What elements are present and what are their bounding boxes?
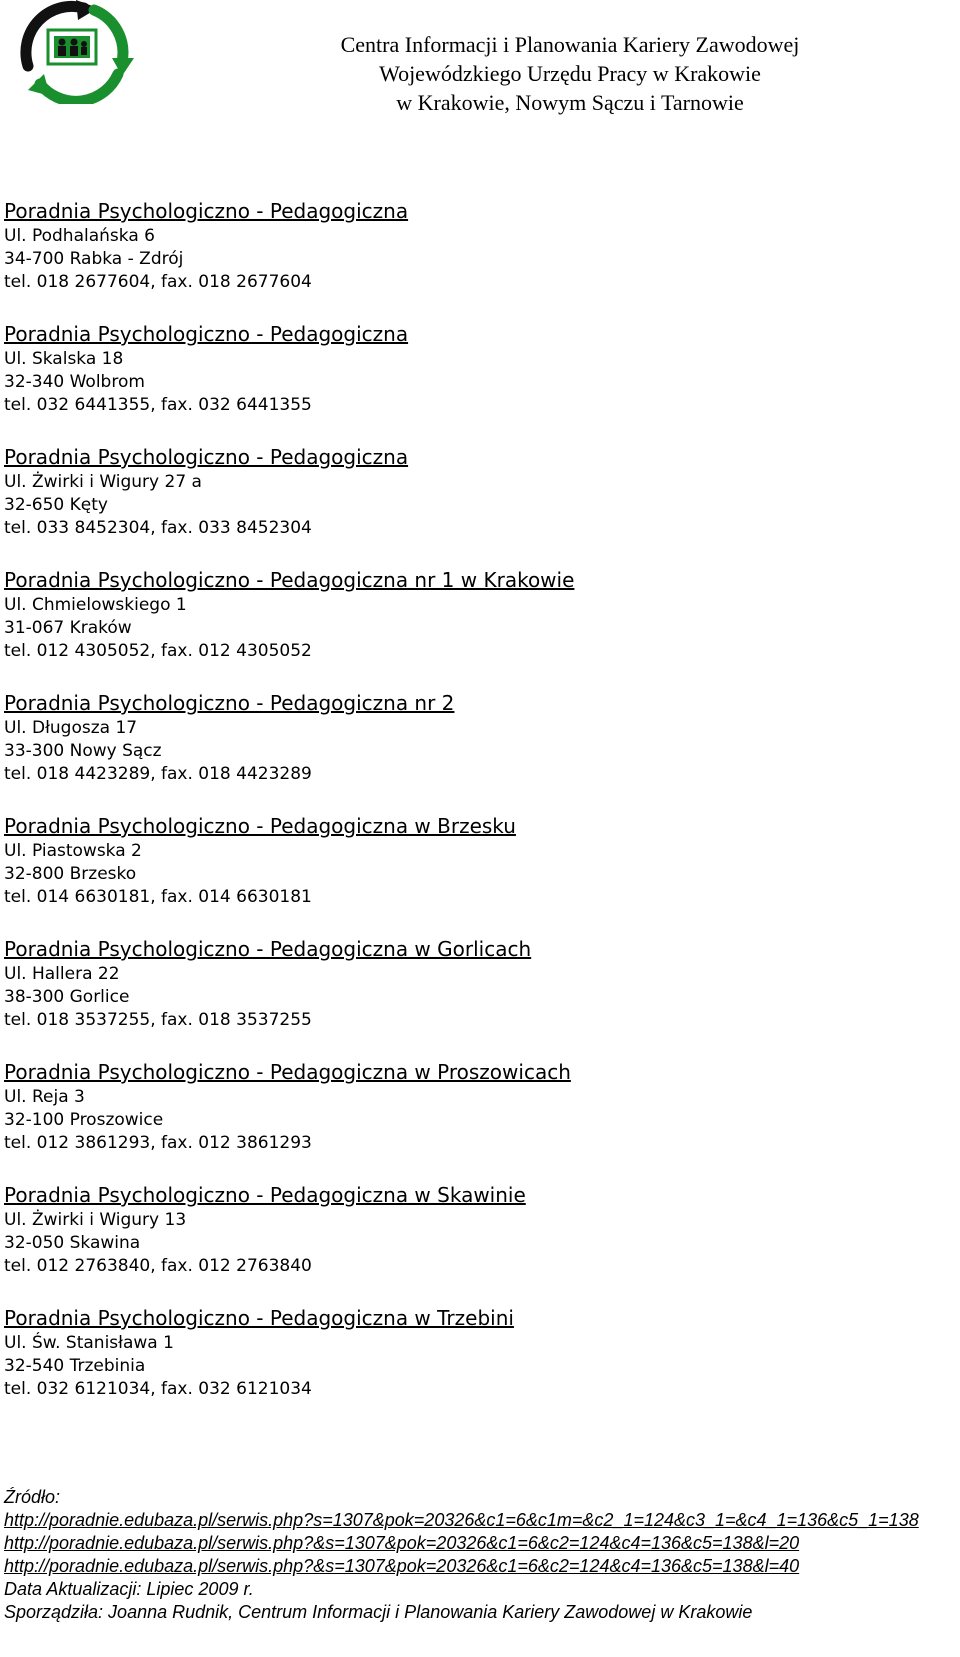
- center-phone: tel. 018 3537255, fax. 018 3537255: [4, 1010, 312, 1030]
- page-footer: [4, 1486, 956, 1624]
- prepared-by: Sporządziła: Joanna Rudnik, Centrum Informacji i Planowania Kariery Zawodowej w Krakowie: [4, 1602, 753, 1622]
- center-phone: tel. 032 6441355, fax. 032 6441355: [4, 395, 312, 415]
- center-phone: tel. 014 6630181, fax. 014 6630181: [4, 887, 312, 907]
- center-name[interactable]: Poradnia Psychologiczno - Pedagogiczna: [4, 322, 409, 346]
- update-date: Data Aktualizacji: Lipiec 2009 r.: [4, 1579, 254, 1599]
- list-item: [4, 936, 944, 1059]
- list-item: [4, 1305, 944, 1428]
- logo-icon: [14, 0, 136, 104]
- center-city: 32-650 Kęty: [4, 495, 108, 515]
- center-phone: tel. 018 2677604, fax. 018 2677604: [4, 272, 312, 292]
- center-street: Ul. Żwirki i Wigury 13: [4, 1210, 187, 1230]
- list-item: [4, 567, 944, 690]
- list-item: [4, 321, 944, 444]
- list-item: [4, 690, 944, 813]
- center-street: Ul. Reja 3: [4, 1087, 85, 1107]
- center-name[interactable]: Poradnia Psychologiczno - Pedagogiczna w Proszowicach: [4, 1060, 571, 1084]
- center-city: 34-700 Rabka - Zdrój: [4, 249, 184, 269]
- center-phone: tel. 018 4423289, fax. 018 4423289: [4, 764, 312, 784]
- list-item: [4, 198, 944, 321]
- center-city: 38-300 Gorlice: [4, 987, 130, 1007]
- center-phone: tel. 032 6121034, fax. 032 6121034: [4, 1379, 312, 1399]
- center-phone: tel. 012 3861293, fax. 012 3861293: [4, 1133, 312, 1153]
- page-header: [0, 0, 960, 130]
- center-phone: tel. 033 8452304, fax. 033 8452304: [4, 518, 312, 538]
- center-city: 32-540 Trzebinia: [4, 1356, 146, 1376]
- center-name[interactable]: Poradnia Psychologiczno - Pedagogiczna: [4, 199, 409, 223]
- list-item: [4, 1182, 944, 1305]
- center-street: Ul. Skalska 18: [4, 349, 124, 369]
- center-street: Ul. Hallera 22: [4, 964, 120, 984]
- list-item: [4, 813, 944, 936]
- list-item: [4, 1059, 944, 1182]
- center-phone: tel. 012 2763840, fax. 012 2763840: [4, 1256, 312, 1276]
- center-city: 32-050 Skawina: [4, 1233, 141, 1253]
- center-name[interactable]: Poradnia Psychologiczno - Pedagogiczna w Trzebini: [4, 1306, 514, 1330]
- center-street: Ul. Chmielowskiego 1: [4, 595, 187, 615]
- center-name[interactable]: Poradnia Psychologiczno - Pedagogiczna nr 1 w Krakowie: [4, 568, 575, 592]
- header-line: Centra Informacji i Planowania Kariery Zawodowej: [340, 32, 800, 57]
- center-street: Ul. Długosza 17: [4, 718, 138, 738]
- source-label: Źródło:: [4, 1487, 61, 1507]
- center-street: Ul. Św. Stanisława 1: [4, 1333, 174, 1353]
- list-item: [4, 444, 944, 567]
- source-link[interactable]: http://poradnie.edubaza.pl/serwis.php?s=1307&pok=20326&c1=6&c1m=&c2_1=124&c3_1=&c4_1=136&c5_1=138: [4, 1510, 919, 1530]
- center-name[interactable]: Poradnia Psychologiczno - Pedagogiczna nr 2: [4, 691, 455, 715]
- center-name[interactable]: Poradnia Psychologiczno - Pedagogiczna: [4, 445, 409, 469]
- center-street: Ul. Podhalańska 6: [4, 226, 155, 246]
- counseling-centers-list: [4, 198, 944, 1428]
- center-city: 33-300 Nowy Sącz: [4, 741, 162, 761]
- center-name[interactable]: Poradnia Psychologiczno - Pedagogiczna w Gorlicach: [4, 937, 532, 961]
- center-name[interactable]: Poradnia Psychologiczno - Pedagogiczna w Brzesku: [4, 814, 516, 838]
- header-line: w Krakowie, Nowym Sączu i Tarnowie: [396, 90, 744, 115]
- header-line: Wojewódzkiego Urzędu Pracy w Krakowie: [379, 61, 761, 86]
- center-city: 32-100 Proszowice: [4, 1110, 164, 1130]
- center-city: 31-067 Kraków: [4, 618, 132, 638]
- center-street: Ul. Żwirki i Wigury 27 a: [4, 472, 202, 492]
- center-phone: tel. 012 4305052, fax. 012 4305052: [4, 641, 312, 661]
- center-street: Ul. Piastowska 2: [4, 841, 142, 861]
- header-title: [190, 30, 950, 117]
- center-city: 32-340 Wolbrom: [4, 372, 145, 392]
- source-link[interactable]: http://poradnie.edubaza.pl/serwis.php?&s=1307&pok=20326&c1=6&c2=124&c4=136&c5=138&l=40: [4, 1556, 800, 1576]
- center-name[interactable]: Poradnia Psychologiczno - Pedagogiczna w Skawinie: [4, 1183, 526, 1207]
- source-link[interactable]: http://poradnie.edubaza.pl/serwis.php?&s=1307&pok=20326&c1=6&c2=124&c4=136&c5=138&l=20: [4, 1533, 800, 1553]
- center-city: 32-800 Brzesko: [4, 864, 137, 884]
